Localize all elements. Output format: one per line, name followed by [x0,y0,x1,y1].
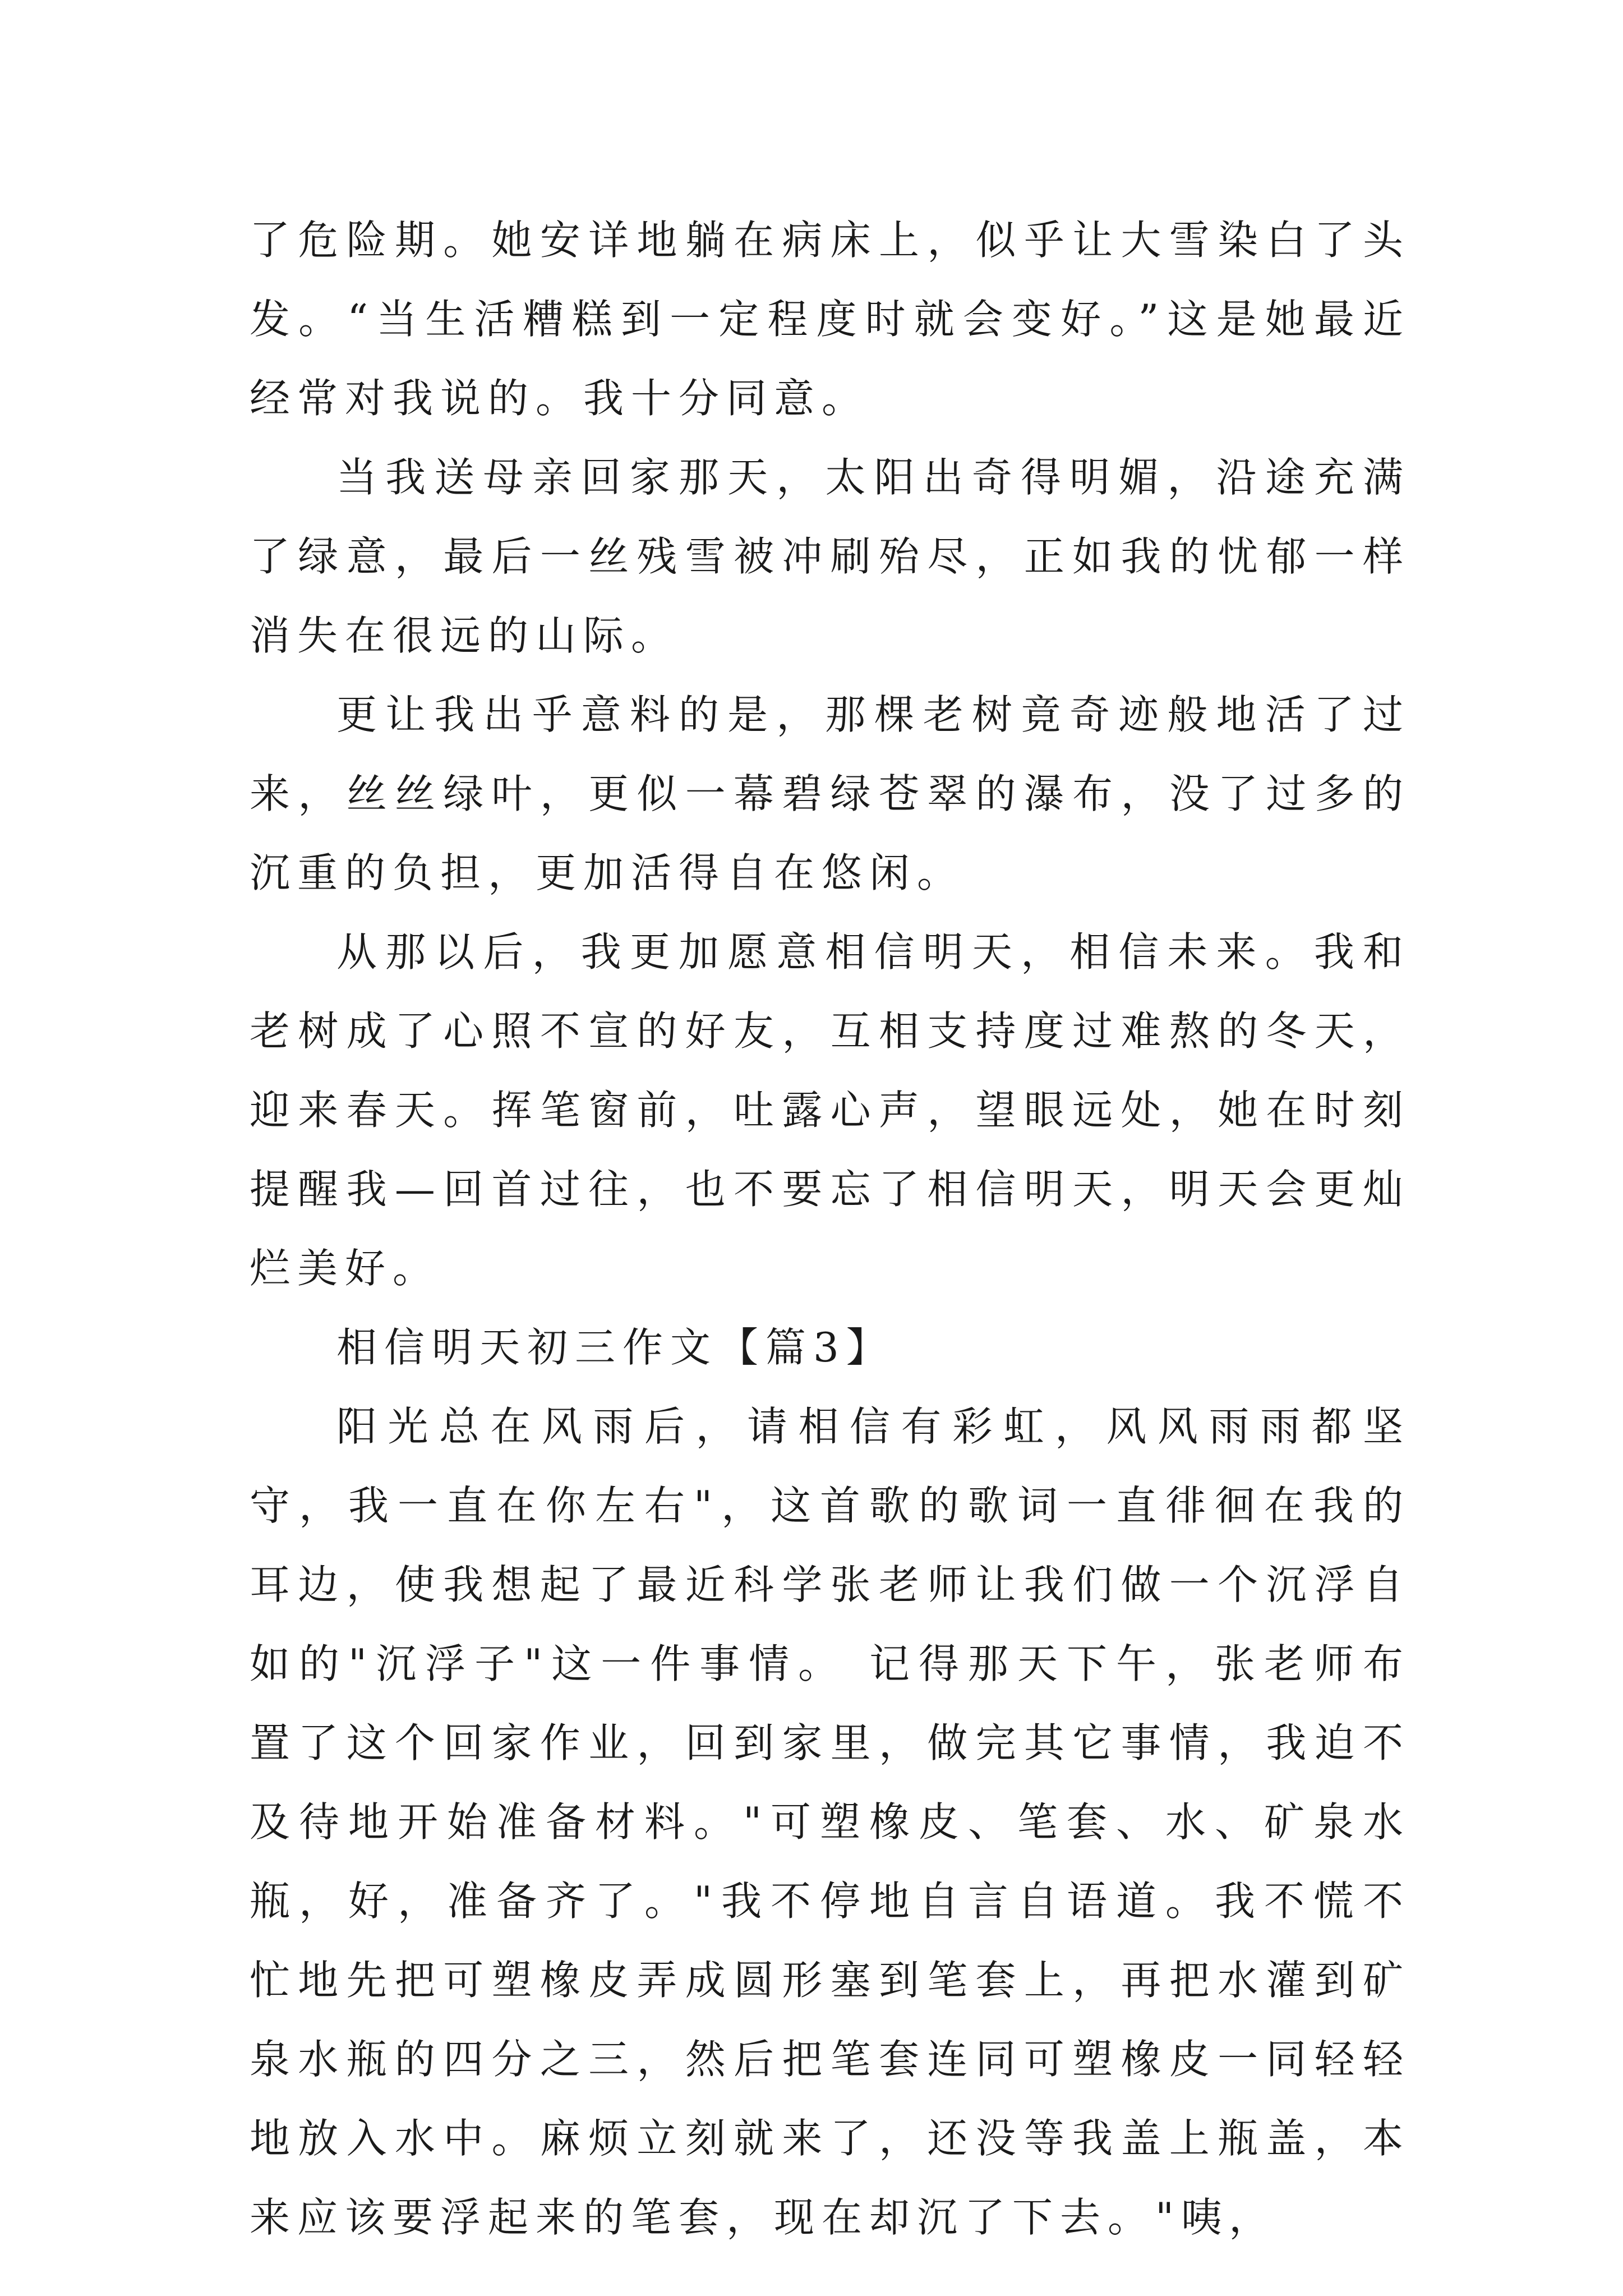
section-heading: 相信明天初三作文【篇3】 [336,1324,894,1371]
paragraph-4: 从那以后，我更加愿意相信明天，相信未来。我和老树成了心照不宣的好友，互相支持度过难熬的冬天，迎来春天。挥笔窗前，吐露心声，望眼远处，她在时刻提醒我—回首过往，也不要忘了相信明天，明天会更灿烂美好。 [250,928,1410,1292]
paragraph-1: 了危险期。她安详地躺在病床上，似乎让大雪染白了头发。“当生活糟糕到一定程度时就会变好。”这是她最近经常对我说的。我十分同意。 [250,217,1410,422]
paragraph-2: 当我送母亲回家那天，太阳出奇得明媚，沿途充满了绿意，最后一丝残雪被冲刷殆尽，正如我的忧郁一样消失在很远的山际。 [250,454,1410,659]
article-body [250,201,1410,2257]
paragraph-5: 阳光总在风雨后，请相信有彩虹，风风雨雨都坚守，我一直在你左右"，这首歌的歌词一直徘徊在我的耳边，使我想起了最近科学张老师让我们做一个沉浮自如的"沉浮子"这一件事情。 记得那天下午，张老师布置了这个回家作业，回到家里，做完其它事情，我迫不及待地开始准备材料。"可塑橡皮、笔套、水、矿泉水瓶，好，准备齐了。"我不停地自言自语道。我不慌不忙地先把可塑橡皮弄成圆形塞到笔套上，再把水灌到矿泉水瓶的四分之三，然后把笔套连同可塑橡皮一同轻轻地放入水中。麻烦立刻就来了，还没等我盖上瓶盖，本来应该要浮起来的笔套，现在却沉了下去。"咦， [250,1403,1410,2241]
paragraph-3: 更让我出乎意料的是，那棵老树竟奇迹般地活了过来，丝丝绿叶，更似一幕碧绿苍翠的瀑布，没了过多的沉重的负担，更加活得自在悠闲。 [250,691,1410,896]
